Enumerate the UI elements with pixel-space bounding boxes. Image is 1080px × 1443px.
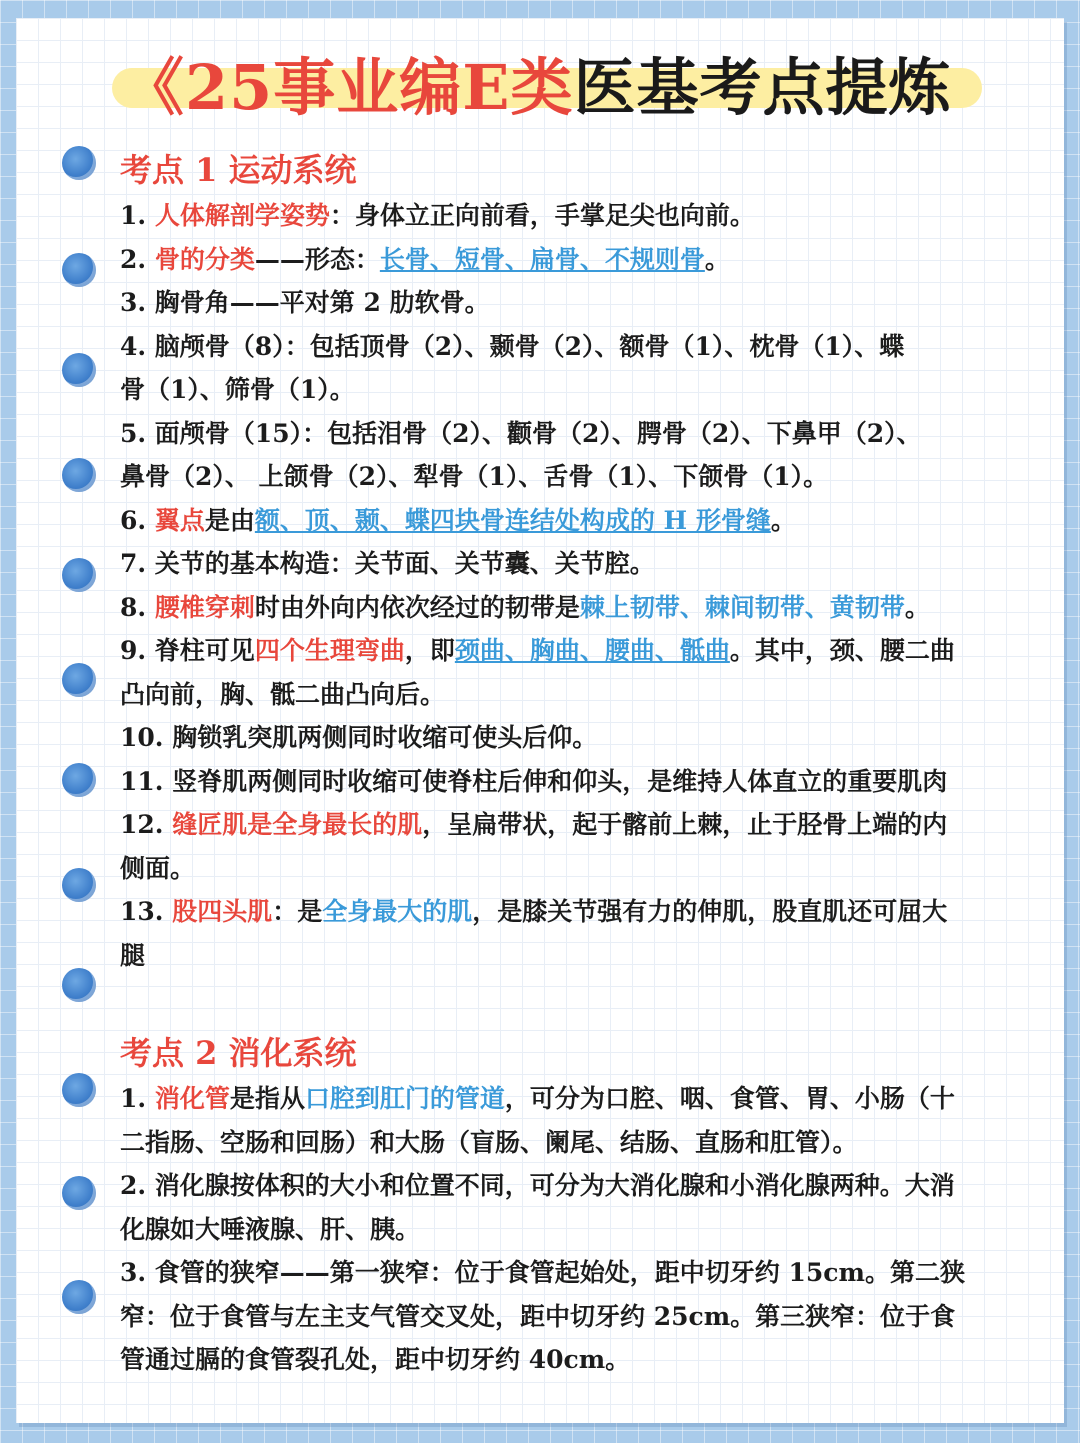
text-line (120, 542, 1020, 586)
text-line (120, 1338, 1020, 1382)
section-title-motor-system: 考点 1 运动系统 (120, 151, 357, 189)
text-line (120, 716, 1020, 760)
section-motor-system-content (120, 194, 1020, 977)
text-line (120, 934, 1020, 978)
keyword-red: 腰椎穿刺 (154, 592, 255, 622)
text-line (120, 455, 1020, 499)
keyword-red: 缝匠肌是全身最长的肌 (172, 810, 423, 839)
text-line (120, 847, 1020, 891)
text-segment: 9. 脊柱可见 (120, 636, 255, 665)
binder-ring-icon (62, 558, 96, 592)
text-line (120, 803, 1020, 847)
keyword-red: 人体解剖学姿势 (154, 201, 330, 230)
text-segment: ，即 (404, 636, 455, 665)
text-segment: 2. (120, 244, 155, 274)
text-segment: ，可分为口腔、咽、食管、胃、小肠（十 (504, 1084, 955, 1113)
text-segment: 是指从 (229, 1084, 305, 1113)
text-line (120, 1121, 1020, 1165)
binder-ring-icon (62, 353, 96, 387)
text-line (120, 499, 1020, 543)
text-segment: 11. 竖脊肌两侧同时收缩可使脊柱后伸和仰头，是维持人体直立的重要肌肉 (120, 766, 948, 796)
text-segment: 骨（1）、筛骨（1）。 (120, 375, 355, 404)
text-line (120, 368, 1020, 412)
text-segment: 5. 面颅骨（15）：包括泪骨（2）、颧骨（2）、腭骨（2）、下鼻甲（2）、 (120, 418, 922, 448)
text-segment: ——形态： (254, 244, 380, 274)
keyword-blue: 棘上韧带、棘间韧带、黄韧带 (579, 592, 905, 622)
text-line (120, 412, 1020, 456)
text-segment: 腿 (120, 940, 146, 970)
text-line (120, 760, 1020, 804)
text-segment: 4. 脑颅骨（8）：包括顶骨（2）、颞骨（2）、额骨（1）、枕骨（1）、蝶 (120, 331, 905, 361)
binder-ring-icon (62, 1073, 96, 1107)
text-segment: 8. (120, 592, 155, 622)
text-line (120, 629, 1020, 673)
text-segment: 13. (120, 897, 173, 926)
text-segment: 。 (904, 592, 930, 622)
text-line (120, 281, 1020, 325)
text-segment: 2. 消化腺按体积的大小和位置不同，可分为大消化腺和小消化腺两种。大消 (120, 1171, 955, 1200)
text-segment: 。 (770, 505, 796, 535)
keyword-blue: 长骨、短骨、扁骨、不规则骨 (379, 244, 705, 274)
section-digestive-system-content (120, 1077, 1020, 1382)
keyword-red: 股四头肌 (172, 897, 273, 926)
text-line (120, 673, 1020, 717)
keyword-blue: 全身最大的肌 (322, 897, 473, 926)
text-line (120, 1208, 1020, 1252)
text-line (120, 1251, 1020, 1295)
text-line (120, 325, 1020, 369)
binder-ring-icon (62, 253, 96, 287)
text-segment: ，呈扁带状，起于髂前上棘，止于胫骨上端的内 (422, 810, 948, 839)
text-segment: 时由外向内依次经过的韧带是 (254, 592, 580, 622)
text-segment: 10. 胸锁乳突肌两侧同时收缩可使头后仰。 (120, 723, 598, 752)
binder-ring-icon (62, 663, 96, 697)
text-segment: 12. (120, 810, 173, 839)
binder-ring-icon (62, 1280, 96, 1314)
binder-ring-icon (62, 763, 96, 797)
text-segment: 。其中，颈、腰二曲 (729, 636, 955, 665)
text-line (120, 1295, 1020, 1339)
text-line (120, 194, 1020, 238)
text-segment: 是由 (204, 505, 255, 535)
text-segment: 。 (704, 244, 730, 274)
keyword-blue: 颈曲、胸曲、腰曲、骶曲 (454, 636, 730, 665)
text-line (120, 1077, 1020, 1121)
title-part-red: 《25事业编E类 (122, 51, 574, 124)
text-segment: 凸向前，胸、骶二曲凸向后。 (120, 679, 446, 709)
text-segment: 窄：位于食管与左主支气管交叉处，距中切牙约 25cm。第三狭窄：位于食 (120, 1301, 956, 1331)
binder-ring-icon (62, 458, 96, 492)
text-segment: ：身体立正向前看，手掌足尖也向前。 (329, 201, 755, 230)
keyword-blue: 额、顶、颞、蝶四块骨连结处构成的 H 形骨缝 (254, 505, 771, 535)
text-segment: 6. (120, 505, 155, 535)
text-line (120, 586, 1020, 630)
binder-ring-icon (62, 868, 96, 902)
text-segment: ，是膝关节强有力的伸肌，股直肌还可屈大 (472, 897, 948, 926)
binder-ring-icon (62, 146, 96, 180)
text-segment: 3. 食管的狭窄——第一狭窄：位于食管起始处，距中切牙约 15cm。第二狭 (120, 1258, 965, 1287)
keyword-blue: 口腔到肛门的管道 (304, 1084, 505, 1113)
section-title-digestive-system: 考点 2 消化系统 (120, 1034, 357, 1072)
text-segment: 3. 胸骨角——平对第 2 肋软骨。 (120, 288, 490, 317)
text-segment: 鼻骨（2）、 上颌骨（2）、犁骨（1）、舌骨（1）、下颌骨（1）。 (120, 462, 829, 491)
text-line (120, 1164, 1020, 1208)
keyword-red: 四个生理弯曲 (254, 636, 405, 665)
binder-ring-icon (62, 1176, 96, 1210)
note-page (16, 18, 1064, 1423)
text-segment: 侧面。 (120, 853, 196, 883)
keyword-red: 骨的分类 (154, 244, 255, 274)
text-segment: ：是 (272, 897, 323, 926)
text-segment: 7. 关节的基本构造：关节面、关节囊、关节腔。 (120, 549, 655, 578)
text-line (120, 890, 1020, 934)
text-segment: 化腺如大唾液腺、肝、胰。 (120, 1214, 421, 1244)
title-part-black: 医基考点提炼 (573, 51, 952, 124)
keyword-red: 消化管 (154, 1084, 230, 1113)
text-segment: 二指肠、空肠和回肠）和大肠（盲肠、阑尾、结肠、直肠和肛管）。 (120, 1127, 858, 1157)
text-line (120, 238, 1020, 282)
page-title (122, 52, 1002, 123)
text-segment: 1. (120, 1084, 155, 1113)
text-segment: 1. (120, 201, 155, 230)
text-segment: 管通过膈的食管裂孔处，距中切牙约 40cm。 (120, 1345, 631, 1374)
binder-ring-icon (62, 968, 96, 1002)
keyword-red: 翼点 (154, 505, 205, 535)
